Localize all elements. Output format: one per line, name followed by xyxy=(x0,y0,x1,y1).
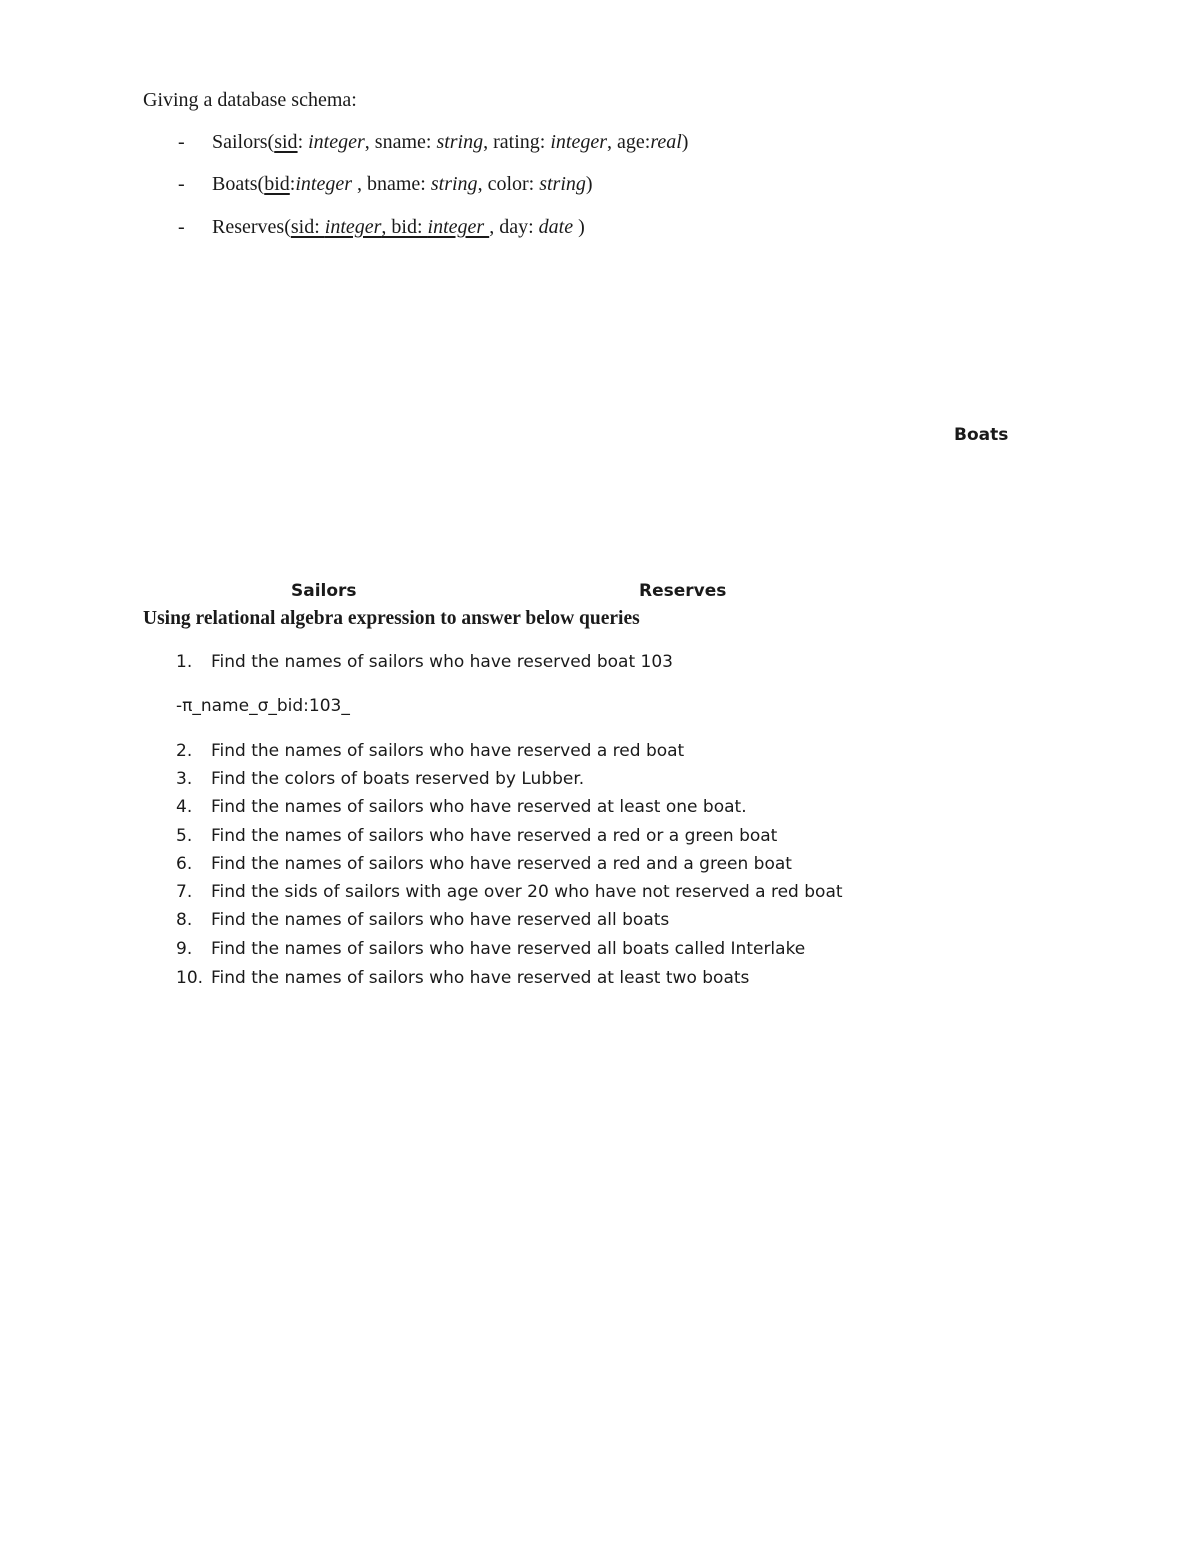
relation-name: Boats( xyxy=(212,173,265,195)
attr-type: string xyxy=(430,173,478,195)
attr-type: integer xyxy=(308,131,365,153)
question-text: Find the names of sailors who have reserved a red or a green boat xyxy=(211,826,778,846)
question-text: Find the names of sailors who have reserved all boats xyxy=(211,910,670,930)
bullet-dash: - xyxy=(178,173,185,195)
figure-label-boats: Boats xyxy=(954,425,1009,445)
attr-text: , color: xyxy=(477,173,540,195)
close-paren: ) xyxy=(573,216,585,238)
intro-text: Giving a database schema: xyxy=(143,89,357,111)
question-number: 10. xyxy=(176,968,204,988)
question-text: Find the names of sailors who have reserved a red boat xyxy=(211,741,685,761)
question-text: Find the colors of boats reserved by Lubber. xyxy=(211,769,585,789)
question-number: 7. xyxy=(176,882,193,902)
question-text: Find the names of sailors who have reserved boat 103 xyxy=(211,652,673,672)
attr-text: , day: xyxy=(489,216,539,238)
question-number: 6. xyxy=(176,854,193,874)
question-number: 3. xyxy=(176,769,193,789)
attr-type: string xyxy=(436,131,484,153)
question-number: 9. xyxy=(176,939,193,959)
attr-text: : xyxy=(289,173,296,195)
attr-text: , sname: xyxy=(364,131,437,153)
figure-label-sailors: Sailors xyxy=(291,581,357,601)
close-paren: ) xyxy=(681,131,689,153)
relation-name: Reserves( xyxy=(212,216,291,238)
answer-expression: -π_name_σ_bid:103_ xyxy=(176,696,350,716)
relation-name: Sailors( xyxy=(212,131,275,153)
schema-boats xyxy=(178,170,593,198)
schema-sailors xyxy=(178,128,688,156)
question-text: Find the names of sailors who have reserved at least two boats xyxy=(211,968,750,988)
primary-key-bid: , bid: xyxy=(381,216,428,238)
question-text: Find the names of sailors who have reserved all boats called Interlake xyxy=(211,939,806,959)
question-number: 8. xyxy=(176,910,193,930)
schema-reserves xyxy=(178,213,585,241)
primary-key-sid: sid: xyxy=(290,216,325,238)
question-number: 2. xyxy=(176,741,193,761)
bullet-dash: - xyxy=(178,131,185,153)
attr-type: string xyxy=(539,173,586,195)
question-number: 4. xyxy=(176,797,193,817)
question-number: 5. xyxy=(176,826,193,846)
question-text: Find the sids of sailors with age over 20 who have not reserved a red boat xyxy=(211,882,843,902)
attr-type: real xyxy=(650,131,682,153)
question-number: 1. xyxy=(176,652,193,672)
attr-text: : xyxy=(297,131,309,153)
attr-type: integer xyxy=(550,131,607,153)
question-text: Find the names of sailors who have reserved at least one boat. xyxy=(211,797,747,817)
attr-type: date xyxy=(538,216,574,238)
attr-type: integer xyxy=(295,173,352,195)
bullet-dash: - xyxy=(178,216,185,238)
attr-text: , bname: xyxy=(352,173,431,195)
attr-text: , age: xyxy=(607,131,651,153)
primary-key-bid: bid xyxy=(264,173,290,195)
close-paren: ) xyxy=(585,173,593,195)
figure-label-reserves: Reserves xyxy=(639,581,727,601)
primary-key-sid: sid xyxy=(274,131,298,153)
attr-type: integer xyxy=(324,216,382,238)
attr-text: , rating: xyxy=(483,131,551,153)
queries-heading: Using relational algebra expression to answer below queries xyxy=(143,608,640,629)
question-text: Find the names of sailors who have reserved a red and a green boat xyxy=(211,854,792,874)
attr-type: integer xyxy=(427,216,490,238)
